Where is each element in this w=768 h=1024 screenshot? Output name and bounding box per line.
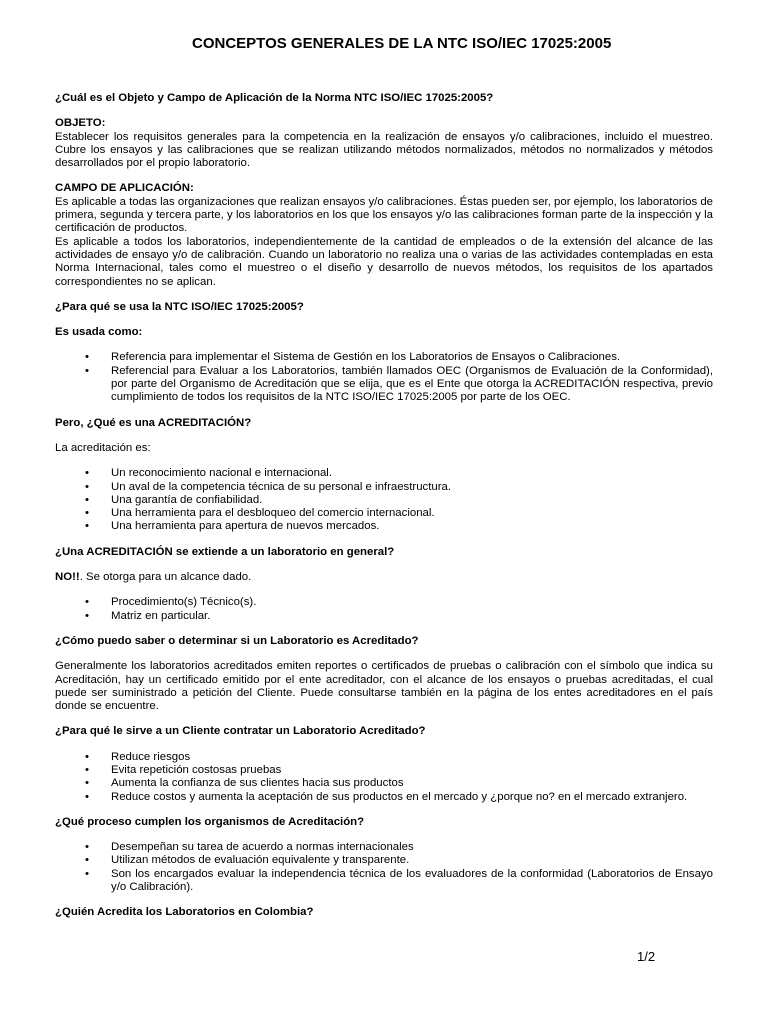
campo-paragraph-2: Es aplicable a todos los laboratorios, independientemente de la cantidad de empleados o de la extensión del alcance de las actividades de ensayo y/o de calibración. Cuando un laboratorio no realiza una o varias de las actividades contempladas en esta Norma Internacional, tales como el muestreo o el diseño y desarrollo de nuevos métodos, los requisitos de los apartados correspondientes no se aplican. [55, 235, 713, 288]
list-item: • Matriz en particular. [55, 610, 713, 623]
list-item: • Reduce costos y aumenta la aceptación de sus productos en el mercado y ¿porque no? en el mercado extranjero. [55, 791, 713, 804]
page-number: 1/2 [637, 949, 656, 964]
acreditado-paragraph: Generalmente los laboratorios acreditados emiten reportes o certificados de pruebas o calibración con el símbolo que indica su Acreditación, hay un certificado emitido por el ente acreditador, con el alcance de los ensayos o pruebas acreditadas, el cual puede ser suministrado a petición del Cliente. Puede consultarse también en la página de los entes acreditadores en el país donde se encuentre. [55, 660, 713, 713]
list-item: • Referencial para Evaluar a los Laboratorios, también llamados OEC (Organismos de Evaluación de la Conformidad), por parte del Organismo de Acreditación que se elija, que es el Ente que otorga la ACREDITACIÓN respectiva, previo cumplimiento de todos los requisitos de la NTC ISO/IEC 17025:2005 por parte de los OEC. [55, 365, 713, 405]
question-se-extiende: ¿Una ACREDITACIÓN se extiende a un laboratorio en general? [55, 545, 395, 558]
document-body [55, 92, 713, 920]
question-que-proceso: ¿Qué proceso cumplen los organismos de Acreditación? [55, 815, 365, 828]
question-objeto-campo: ¿Cuál es el Objeto y Campo de Aplicación de la Norma NTC ISO/IEC 17025:2005? [55, 92, 494, 104]
list-item: • Utilizan métodos de evaluación equivalente y transparente. [55, 854, 713, 867]
list-item: • Referencia para implementar el Sistema de Gestión en los Laboratorios de Ensayos o Calibraciones. [55, 351, 713, 364]
list-item: • Procedimiento(s) Técnico(s). [55, 596, 713, 609]
acreditacion-list [55, 467, 713, 533]
list-item: • Reduce riesgos [55, 751, 713, 764]
list-item: • Son los encargados evaluar la independencia técnica de los evaluadores de la conformidad (Laboratorios de Ensayo y/o Calibración). [55, 868, 713, 895]
list-item: • Desempeñan su tarea de acuerdo a normas internacionales [55, 841, 713, 854]
acreditacion-intro: La acreditación es: [55, 441, 151, 454]
page-title: CONCEPTOS GENERALES DE LA NTC ISO/IEC 17025:2005 [192, 35, 612, 52]
list-item: • Aumenta la confianza de sus clientes hacia sus productos [55, 777, 713, 790]
question-que-es-acreditacion: Pero, ¿Qué es una ACREDITACIÓN? [55, 416, 252, 429]
list-item: • Un reconocimiento nacional e internacional. [55, 467, 713, 480]
no-answer [55, 571, 713, 584]
cliente-list [55, 751, 713, 804]
organismos-list [55, 841, 713, 894]
list-item: • Una garantía de confiabilidad. [55, 494, 713, 507]
campo-paragraph-1: Es aplicable a todas las organizaciones que realizan ensayos y/o calibraciones. Éstas pueden ser, por ejemplo, los laboratorios de primera, segunda y tercera parte, y los laboratorios en los que los ensayos y/o las calibraciones forman parte de la inspección y la certificación de productos. [55, 195, 713, 235]
alcance-list [55, 596, 713, 623]
question-para-que-se-usa: ¿Para qué se usa la NTC ISO/IEC 17025:2005? [55, 300, 304, 313]
question-como-saber: ¿Cómo puedo saber o determinar si un Laboratorio es Acreditado? [55, 634, 419, 647]
objeto-heading: OBJETO: [55, 117, 106, 130]
no-answer-bold: NO!! [55, 571, 80, 584]
list-item: • Una herramienta para apertura de nuevos mercados. [55, 520, 713, 533]
objeto-paragraph: Establecer los requisitos generales para la competencia en la realización de ensayos y/o calibraciones, incluido el muestreo. Cubre los ensayos y las calibraciones que se realizan utilizando métodos normalizados, métodos no normalizados y métodos desarrollados por el propio laboratorio. [55, 130, 713, 170]
list-item: • Una herramienta para el desbloqueo del comercio internacional. [55, 507, 713, 520]
usada-list [55, 351, 713, 404]
question-quien-acredita: ¿Quién Acredita los Laboratorios en Colombia? [55, 906, 314, 919]
question-para-que-cliente: ¿Para qué le sirve a un Cliente contratar un Laboratorio Acreditado? [55, 725, 426, 738]
list-item: • Un aval de la competencia técnica de su personal e infraestructura. [55, 481, 713, 494]
no-answer-rest: . Se otorga para un alcance dado. [79, 571, 252, 584]
campo-heading: CAMPO DE APLICACIÓN: [55, 182, 194, 195]
usada-heading: Es usada como: [55, 326, 143, 339]
list-item: • Evita repetición costosas pruebas [55, 764, 713, 777]
